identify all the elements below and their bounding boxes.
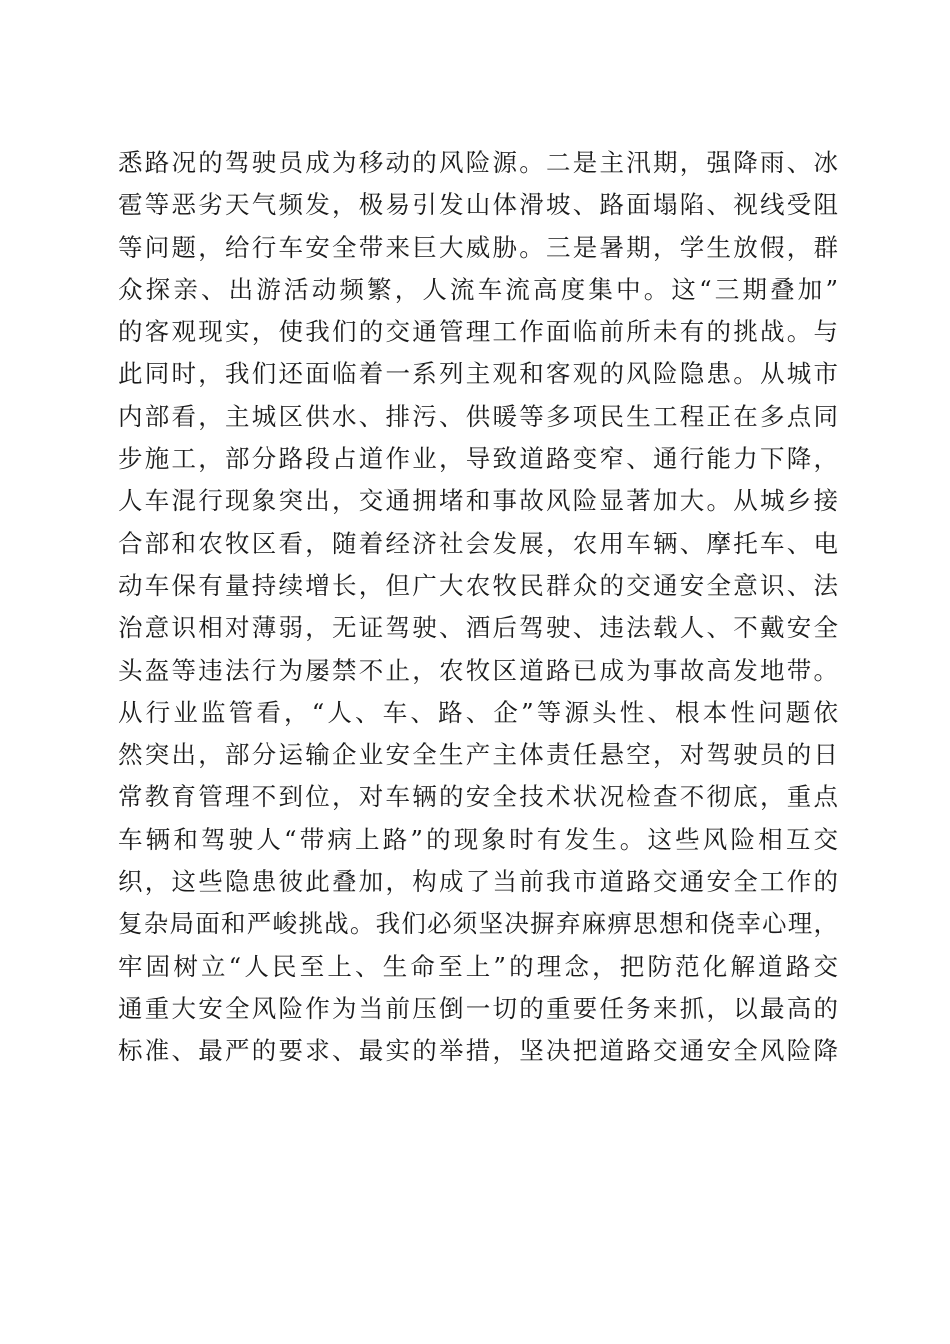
text-line: 然突出，部分运输企业安全生产主体责任悬空，对驾驶员的日 — [118, 740, 838, 770]
text-line: 动车保有量持续增长，但广大农牧民群众的交通安全意识、法 — [118, 570, 838, 600]
text-line: 雹等恶劣天气频发，极易引发山体滑坡、路面塌陷、视线受阻 — [118, 190, 838, 220]
body-text — [118, 142, 838, 1073]
text-line: 悉路况的驾驶员成为移动的风险源。二是主汛期，强降雨、冰 — [118, 148, 838, 177]
text-line: 此同时，我们还面临着一系列主观和客观的风险隐患。从城市 — [118, 359, 838, 389]
text-line: 常教育管理不到位，对车辆的安全技术状况检查不彻底，重点 — [118, 782, 838, 812]
text-line: 步施工，部分路段占道作业，导致道路变窄、通行能力下降， — [118, 444, 838, 474]
text-line: 复杂局面和严峻挑战。我们必须坚决摒弃麻痹思想和侥幸心理， — [118, 909, 838, 939]
text-line: 织，这些隐患彼此叠加，构成了当前我市道路交通安全工作的 — [118, 867, 838, 897]
text-line: 的客观现实，使我们的交通管理工作面临前所未有的挑战。与 — [118, 317, 838, 347]
text-line: 车辆和驾驶人“带病上路”的现象时有发生。这些风险相互交 — [118, 824, 838, 854]
text-line: 牢固树立“人民至上、生命至上”的理念，把防范化解道路交 — [118, 951, 838, 981]
text-line: 通重大安全风险作为当前压倒一切的重要任务来抓，以最高的 — [118, 993, 838, 1023]
text-line: 治意识相对薄弱，无证驾驶、酒后驾驶、违法载人、不戴安全 — [118, 613, 838, 643]
text-line: 内部看，主城区供水、排污、供暖等多项民生工程正在多点同 — [118, 401, 838, 431]
text-line: 众探亲、出游活动频繁，人流车流高度集中。这“三期叠加” — [118, 274, 838, 304]
text-line: 合部和农牧区看，随着经济社会发展，农用车辆、摩托车、电 — [118, 528, 838, 558]
text-line: 头盔等违法行为屡禁不止，农牧区道路已成为事故高发地带。 — [118, 655, 838, 685]
text-line: 从行业监管看，“人、车、路、企”等源头性、根本性问题依 — [118, 697, 838, 727]
text-line: 人车混行现象突出，交通拥堵和事故风险显著加大。从城乡接 — [118, 486, 838, 516]
text-line: 等问题，给行车安全带来巨大威胁。三是暑期，学生放假，群 — [118, 232, 838, 262]
text-line: 标准、最严的要求、最实的举措，坚决把道路交通安全风险降 — [118, 1036, 838, 1066]
